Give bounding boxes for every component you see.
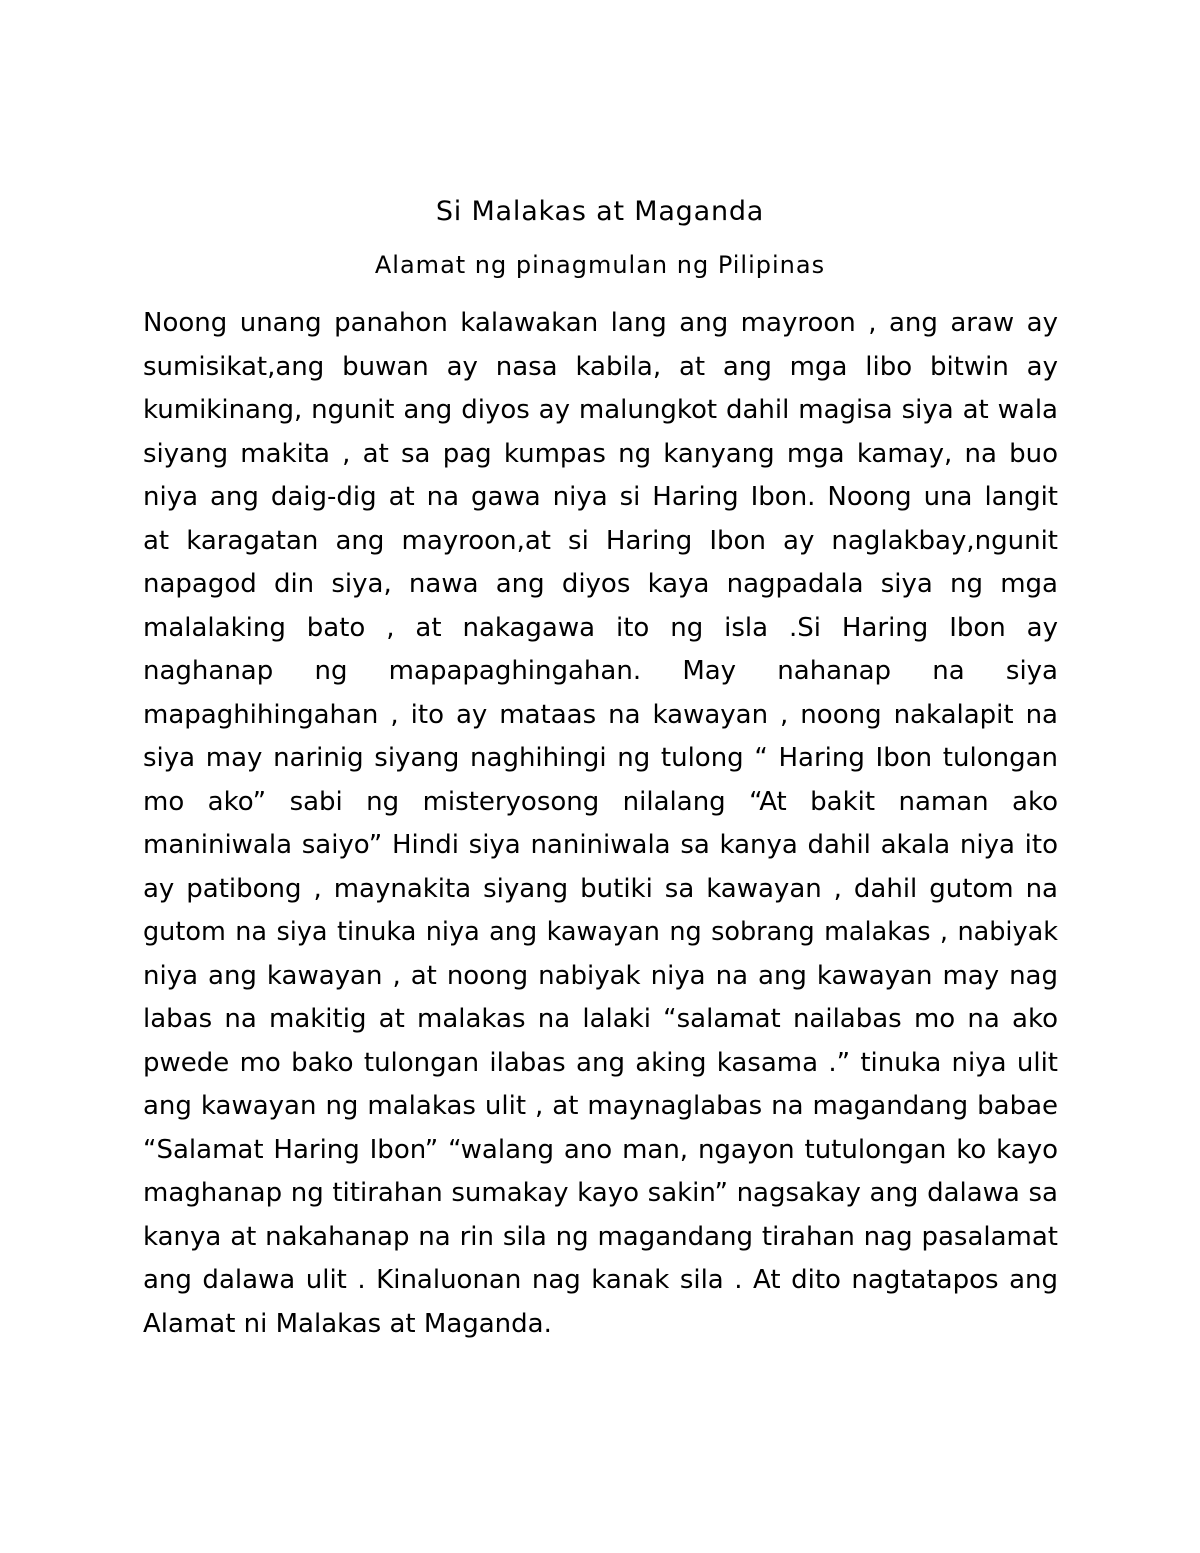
story-line: malalaking bato , at nakagawa ito ng isla .Si Haring Ibon ay <box>143 612 1058 643</box>
story-body <box>143 302 1058 1346</box>
story-line: maghanap ng titirahan sumakay kayo sakin” nagsakay ang dalawa sa <box>143 1178 1058 1208</box>
story-line: sumisikat,ang buwan ay nasa kabila, at ang mga libo bitwin ay <box>143 351 1058 382</box>
story-line: niya ang kawayan , at noong nabiyak niya na ang kawayan may nag <box>143 960 1058 991</box>
story-line: ang dalawa ulit . Kinaluonan nag kanak sila . At dito nagtatapos ang <box>143 1265 1058 1295</box>
story-line: ay patibong , maynakita siyang butiki sa kawayan , dahil gutom na <box>143 873 1058 904</box>
story-line: kanya at nakahanap na rin sila ng magandang tirahan nag pasalamat <box>143 1221 1058 1252</box>
story-line: labas na makitig at malakas na lalaki “salamat nailabas mo na ako <box>143 1004 1058 1034</box>
story-line: mo ako” sabi ng misteryosong nilalang “At bakit naman ako <box>143 786 1058 817</box>
story-line: “Salamat Haring Ibon” “walang ano man, ngayon tutulongan ko kayo <box>143 1134 1058 1165</box>
story-line: at karagatan ang mayroon,at si Haring Ibon ay naglakbay,ngunit <box>143 525 1058 556</box>
story-line: Alamat ni Malakas at Maganda. <box>143 1308 552 1339</box>
story-line: Noong unang panahon kalawakan lang ang mayroon , ang araw ay <box>143 308 1058 338</box>
story-line: niya ang daig-dig at na gawa niya si Haring Ibon. Noong una langit <box>143 482 1058 512</box>
story-line: gutom na siya tinuka niya ang kawayan ng sobrang malakas , nabiyak <box>143 917 1058 947</box>
story-line: siya may narinig siyang naghihingi ng tulong “ Haring Ibon tulongan <box>143 743 1058 773</box>
story-line: maniniwala saiyo” Hindi siya naniniwala sa kanya dahil akala niya ito <box>143 830 1058 860</box>
story-line: mapaghihingahan , ito ay mataas na kawayan , noong nakalapit na <box>143 699 1058 730</box>
story-line: pwede mo bako tulongan ilabas ang aking kasama .” tinuka niya ulit <box>143 1047 1058 1078</box>
story-line: kumikinang, ngunit ang diyos ay malungkot dahil magisa siya at wala <box>143 395 1058 425</box>
story-line: ang kawayan ng malakas ulit , at maynaglabas na magandang babae <box>143 1091 1058 1121</box>
story-line: napagod din siya, nawa ang diyos kaya nagpadala siya ng mga <box>143 569 1058 599</box>
document-subtitle: Alamat ng pinagmulan ng Pilipinas <box>374 251 826 279</box>
story-line: naghanap ng mapapaghingahan. May nahanap na siya <box>143 656 1058 686</box>
story-line: siyang makita , at sa pag kumpas ng kanyang mga kamay, na buo <box>143 438 1058 469</box>
document-title: Si Malakas at Maganda <box>435 196 765 227</box>
